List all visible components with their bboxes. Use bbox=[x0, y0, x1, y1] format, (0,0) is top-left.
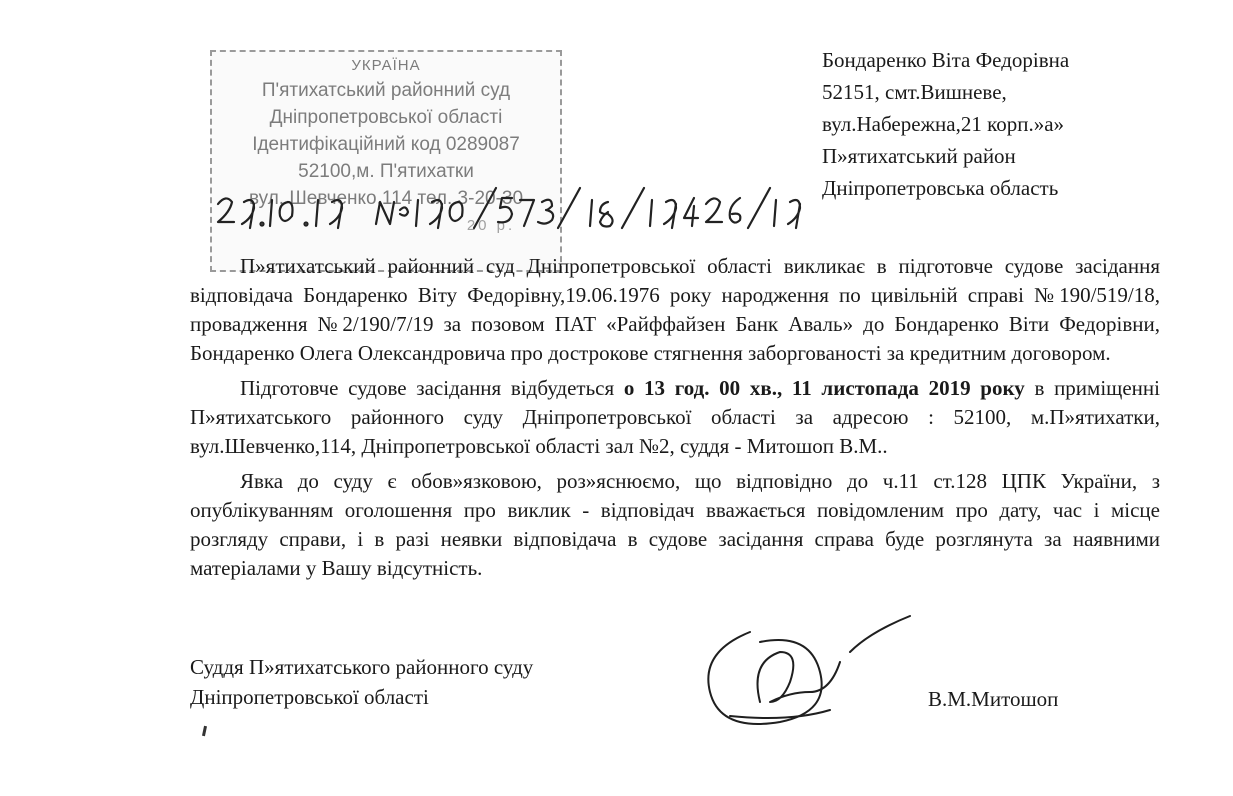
handwritten-registration-number bbox=[208, 182, 808, 242]
hearing-location: в приміщенні П»ятихатського районного суду Дніпропетровської області за адресою : 52100, м.П»ятихатки, вул.Шевченко,114, Дніпропетровської області зал №2, суддя - Митошоп В.М.. bbox=[190, 376, 1160, 458]
addressee-region: Дніпропетровська область bbox=[822, 176, 1059, 200]
stamp-id-code: Ідентифікаційний код 0289087 bbox=[252, 134, 520, 155]
stamp-date-line: 20 р. bbox=[466, 217, 516, 234]
summons-body bbox=[190, 252, 1160, 583]
page-mark bbox=[202, 726, 207, 736]
judge-region: Дніпропетровської області bbox=[190, 685, 429, 709]
addressee-name: Бондаренко Віта Федорівна bbox=[822, 48, 1070, 72]
addressee-district: П»ятихатський район bbox=[822, 144, 1016, 168]
stamp-city: 52100,м. П'ятихатки bbox=[298, 161, 474, 182]
judge-position: Суддя П»ятихатського районного суду bbox=[190, 655, 534, 679]
summons-paragraph-3: Явка до суду є обов»язковою, роз»яснюємо, що відповідно до ч.11 ст.128 ЦПК України, з опублікуванням оголошення про виклик - відповідач вважається повідомленим про дату, час і місце розгляду справи, і в разі неявки відповідача в судове засідання справа буде розглянута за наявними матеріалами у Вашу відсутність. bbox=[190, 469, 1160, 580]
stamp-court-name: П'ятихатський районний суд bbox=[261, 80, 511, 101]
addressee-postal-code: 52151, смт.Вишневе, bbox=[822, 80, 1007, 104]
judge-name: В.М.Митошоп bbox=[928, 687, 1059, 711]
summons-paragraph-2 bbox=[190, 374, 1160, 461]
stamp-region: Дніпропетровської області bbox=[269, 107, 503, 128]
handwritten-signature bbox=[690, 612, 920, 742]
hearing-datetime: о 13 год. 00 хв., 11 листопада 2019 року bbox=[623, 376, 1025, 400]
stamp-street: вул. Шевченко,114 тел. 3-20-30 bbox=[248, 188, 524, 209]
summons-paragraph-1: П»ятихатський районний суд Дніпропетровської області викликає в підготовче судове засідання відповідача Бондаренко Віту Федорівну,19.06.1976 року народження по цивільній справі №190/519/18, провадження №2/190/7/19 за позовом ПАТ «Райффайзен Банк Аваль» до Бондаренко Віти Федорівни, Бондаренко Олега Олександровича про дострокове стягнення заборгованості за кредитним договором. bbox=[190, 254, 1160, 365]
hearing-intro: Підготовче судове засідання відбудеться bbox=[240, 376, 624, 400]
stamp-country: УКРАЇНА bbox=[351, 57, 421, 74]
signature-title bbox=[190, 652, 533, 712]
addressee-street: вул.Набережна,21 корп.»а» bbox=[822, 112, 1065, 136]
addressee-block bbox=[822, 44, 1222, 204]
